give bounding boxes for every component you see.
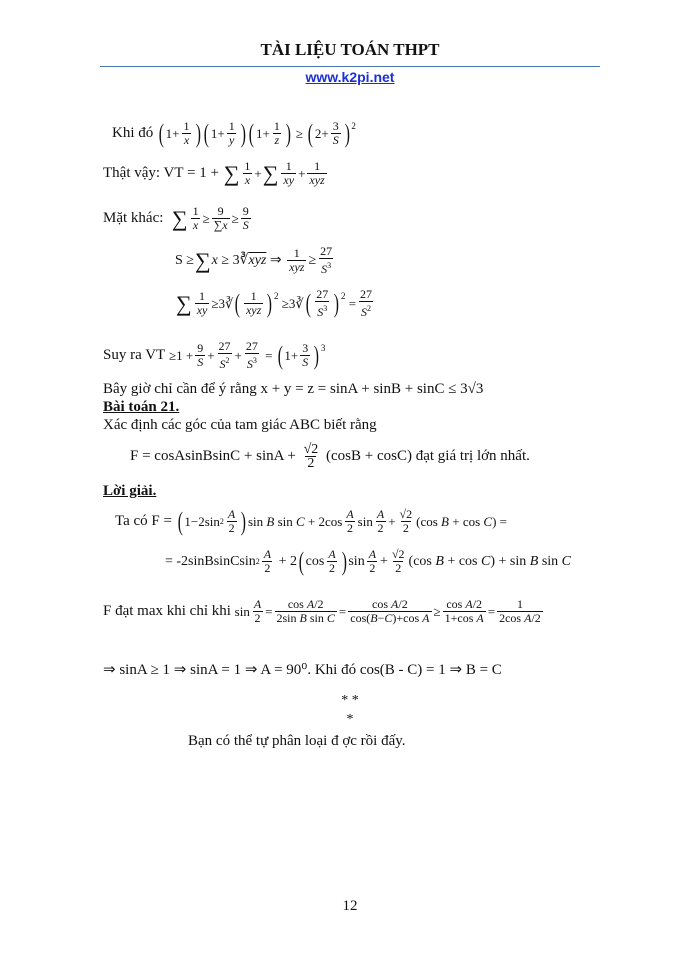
conclusion-line: ⇒ sinA ≥ 1 ⇒ sinA = 1 ⇒ A = 90⁰. Khi đó cos(B - C) = 1 ⇒ B = C [103,662,502,678]
that-vay-formula: ∑ 1 x + ∑ 1 xy + 1 xyz [223,159,325,187]
expansion-line: = -2sinBsinCsin 2 A 2 + 2 ( cos A 2 ) sin A 2 + √2 2 (cos B + cos C ) + sin B sin C [165,546,571,576]
mat-khac-formula: ∑ 1 x ≥ 9 ∑x ≥ 9 S [171,204,249,232]
f-max-line: F đạt max khi chỉ khi sin A 2 = cos A/2 2sin B sin C = cos A/2 cos(B−C)+cos A ≥ cos A/2 1+cos A = 1 2cos A/2 [103,597,541,625]
problem-formula: F = cosAsinBsinC + sinA + $\frac{√2}{2}$ (cosB + cosC) đạt giá trị lớn nhất. [130,442,530,471]
khi-do-formula: ( 1+ 1 x ) ( 1+ 1 y ) ( 1+ 1 z ) ≥ ( 2+ 3 S ) 2 [158,118,356,148]
header-title: TÀI LIỆU TOÁN THPT [260,40,440,59]
page-number: 12 [342,898,358,914]
khi-do-line: Khi đó ( 1+ 1 x ) ( 1+ 1 y ) ( 1+ 1 z ) ≥ ( 2+ 3 S ) 2 [112,118,356,148]
closing-line: Bạn có thể tự phân loại đ ợc rồi đấy. [188,733,406,749]
bay-gio-line: Bây giờ chỉ cần để ý rằng x + y = z = sinA + sinB + sinC ≤ 3√3 [103,381,484,397]
header-divider [100,66,600,67]
mat-khac-line: Mặt khác: ∑ 1 x ≥ 9 ∑x ≥ 9 S [103,205,253,232]
header-link[interactable]: www.k2pi.net [305,69,395,85]
solution-title: Lời giải. [103,483,157,499]
problem-title: Bài toán 21. [103,399,180,415]
sum-xy-line: ∑ 1 xy ≥3∛ ( 1 xyz ) 2 ≥3∛ ( 27 $S^3$ ) 2 = 27 $S^2$ [176,287,373,319]
problem-text: Xác định các góc của tam giác ABC biết rằng [103,417,377,433]
suy-ra-line: Suy ra VT ≥1 + 9 S + 27 $S^2$ + 27 $S^3$ = ( 1+ 3 S ) 3 [103,339,326,371]
stars-bottom: * [346,712,354,727]
s-bound-line: S ≥ ∑ x ≥ 3∛ $\overline{xyz}$ ⇒ 1 xyz ≥ 27 $S^3$ [175,244,333,276]
that-vay-line: Thật vậy: VT = 1 + ∑ 1 x + ∑ 1 xy + 1 xyz [103,160,329,187]
ta-co-line: Ta có F = ( 1−2sin 2 A 2 ) sin B sin C + 2cos A 2 sin A 2 + √2 2 (cos B + cos C ) = [115,506,508,536]
stars-top: * * [341,693,359,708]
